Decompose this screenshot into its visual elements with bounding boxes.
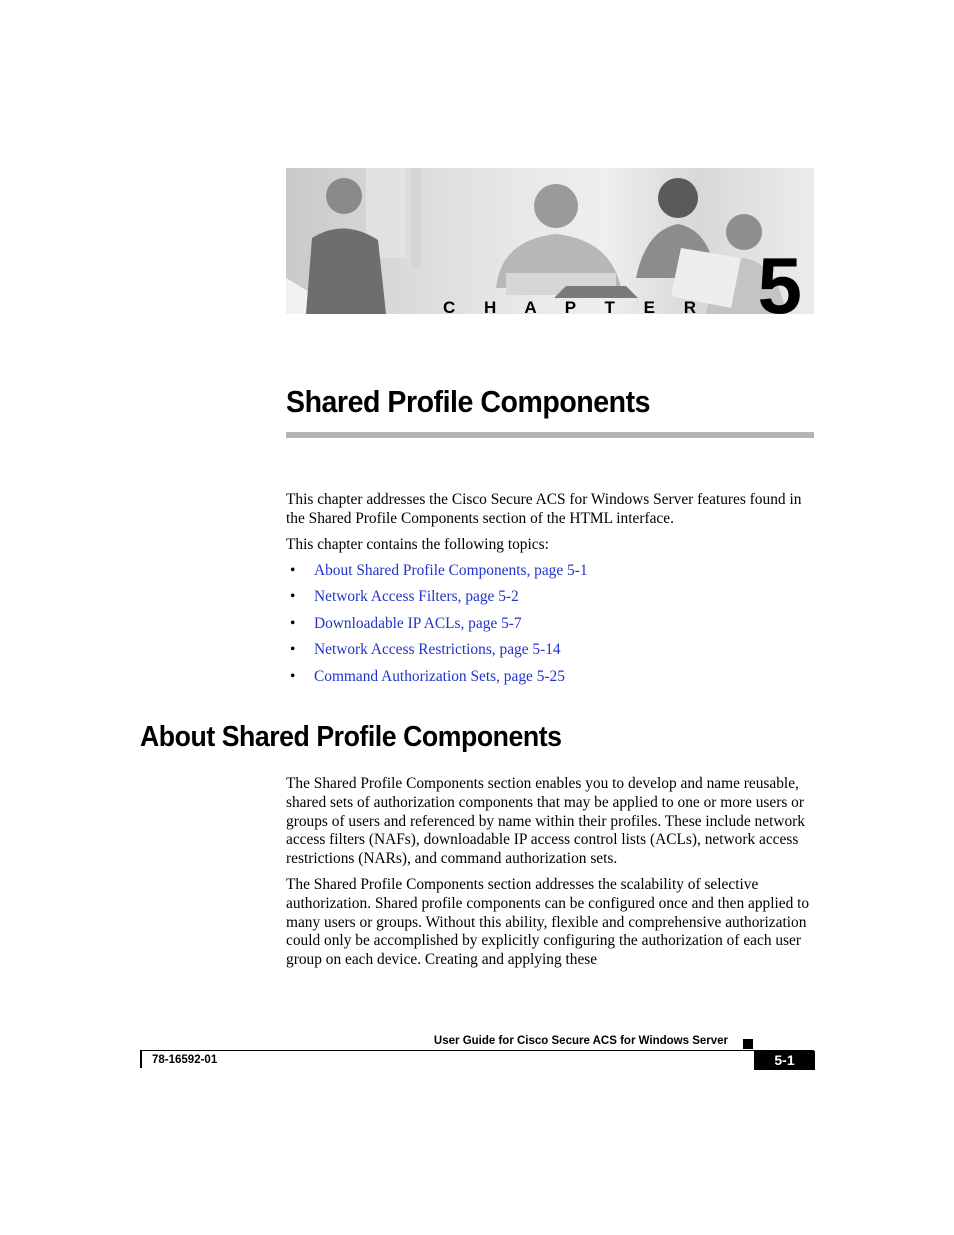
topic-list	[290, 562, 588, 694]
topic-item	[290, 641, 588, 667]
footer-marker	[743, 1039, 753, 1049]
footer-tick	[140, 1050, 142, 1068]
topic-link[interactable]: Command Authorization Sets, page 5-25	[314, 667, 565, 685]
topic-link[interactable]: Network Access Filters, page 5-2	[314, 588, 519, 606]
topic-link[interactable]: About Shared Profile Components, page 5-1	[314, 562, 588, 579]
banner-photo-illustration	[286, 168, 814, 314]
section-title: About Shared Profile Components	[140, 721, 562, 753]
footer-rule	[140, 1050, 814, 1051]
bullet: •	[290, 588, 296, 606]
bullet: •	[290, 641, 296, 659]
topic-item	[290, 588, 588, 614]
bullet: •	[290, 562, 296, 579]
bullet: •	[290, 614, 296, 632]
chapter-banner	[286, 168, 814, 314]
chapter-number: 5	[757, 241, 802, 314]
section-paragraph: The Shared Profile Components section enables you to develop and name reusable, shared sets of authorization components that may be applied to one or more users or groups of users and referenced by name within their profiles. These include network access filters (NAFs), downloadable IP access control lists (ACLs), network access restrictions (NARs), and command authorization sets.	[286, 775, 805, 868]
topic-link[interactable]: Network Access Restrictions, page 5-14	[314, 641, 561, 659]
chapter-title: Shared Profile Components	[286, 384, 651, 419]
section-paragraph: The Shared Profile Components section addresses the scalability of selective authorization. Shared profile components can be configured once and then applied to many users or groups. Without this ability, flexible and comprehensive authorization could only be accomplished by explicitly configuring the authorization of each user group on each device. Creating and applying these	[286, 876, 810, 969]
topic-item	[290, 562, 588, 588]
topic-item	[290, 668, 588, 694]
footer-page-number: 5-1	[754, 1051, 815, 1070]
title-rule	[286, 432, 814, 438]
footer-doc-number: 78-16592-01	[152, 1054, 218, 1066]
footer-guide-title: User Guide for Cisco Secure ACS for Windows Server	[433, 1035, 728, 1047]
chapter-label: C H A P T E R	[443, 298, 708, 314]
bullet: •	[290, 667, 296, 685]
topics-lead: This chapter contains the following topics:	[286, 536, 549, 553]
topic-item	[290, 615, 588, 641]
topic-link[interactable]: Downloadable IP ACLs, page 5-7	[314, 614, 522, 632]
intro-paragraph: This chapter addresses the Cisco Secure ACS for Windows Server features found in the Shared Profile Components section of the HTML interface.	[286, 491, 802, 527]
